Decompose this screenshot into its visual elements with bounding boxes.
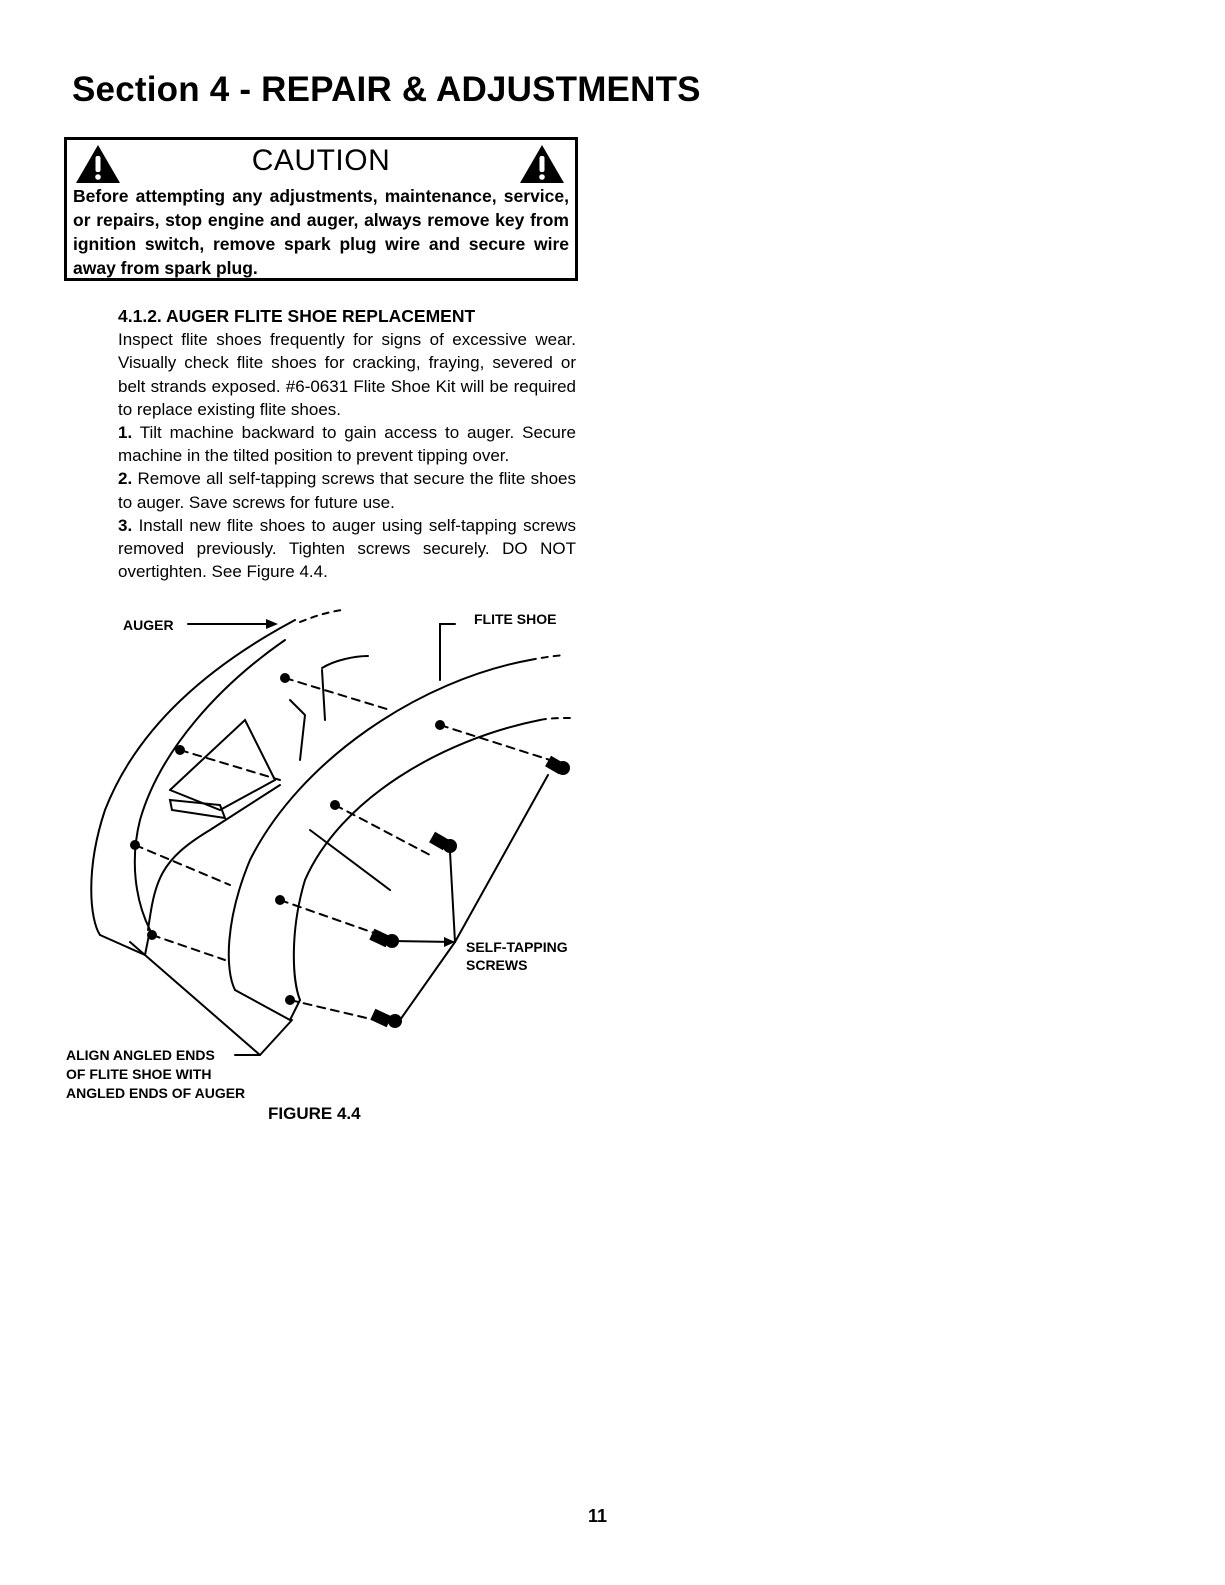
procedure-step [118, 514, 576, 584]
screw-hole-line [290, 1000, 375, 1020]
flite-shoe-end [235, 990, 300, 1020]
caution-header [67, 140, 575, 186]
screw-hole [281, 674, 289, 682]
callout-flite-shoe: FLITE SHOE [474, 611, 557, 627]
screw-hole [331, 801, 339, 809]
align-leader [260, 1020, 292, 1055]
screw-hole-line [310, 830, 390, 890]
auger-dashed-arc [300, 610, 342, 622]
auger-lower-end [100, 930, 150, 955]
auger-spoke [322, 656, 368, 668]
step-number: 2. [118, 469, 133, 489]
screw-hole-line [440, 725, 550, 760]
screw-hole [131, 841, 139, 849]
procedure-section [118, 305, 576, 583]
callout-auger: AUGER [123, 617, 174, 633]
step-text: Install new flite shoes to auger using self-tapping screws removed previously. Tighten screws securely. DO NOT overtighten. See Figure 4.4. [118, 515, 576, 582]
flite-shoe-leader [440, 624, 455, 680]
screw-hole-line [152, 935, 225, 960]
caution-text: Before attempting any adjustments, maintenance, service, or repairs, stop engine and auger, always remove key from ignition switch, remove spark plug wire and secure wire away from spark plug. [73, 186, 569, 278]
screw-icon [430, 833, 456, 852]
screws-leader [450, 852, 455, 942]
procedure-heading: 4.1.2. AUGER FLITE SHOE REPLACEMENT [118, 306, 476, 326]
step-text: Tilt machine backward to gain access to auger. Secure machine in the tilted position to prevent tipping over. [118, 423, 576, 466]
screws-leader [455, 775, 548, 942]
figure-4-4 [60, 600, 620, 1120]
screw-icon [546, 757, 569, 774]
auger-outer-arc [91, 620, 295, 935]
auger-flite-shoe-illustration [60, 600, 620, 1100]
screw-hole [286, 996, 294, 1004]
auger-spoke [170, 720, 275, 790]
screw-hole [148, 931, 156, 939]
screw-hole-line [285, 678, 390, 710]
callout-align-line-3: ANGLED ENDS OF AUGER [66, 1085, 246, 1101]
screw-hole-line [135, 845, 230, 885]
flite-shoe-dashed [540, 718, 570, 720]
step-text: Remove all self-tapping screws that secure the flite shoes to auger. Save screws for future use. [118, 469, 576, 512]
screw-hole-line [335, 805, 430, 855]
screw-hole [176, 746, 184, 754]
arrowhead [266, 619, 278, 629]
section-title: Section 4 - REPAIR & ADJUSTMENTS [72, 70, 701, 109]
caution-box [64, 137, 578, 281]
screws-leader [400, 942, 455, 1020]
auger-spoke [290, 700, 305, 760]
figure-caption: FIGURE 4.4 [268, 1104, 361, 1123]
screw-hole [436, 721, 444, 729]
step-number: 3. [118, 515, 133, 535]
procedure-intro: Inspect flite shoes frequently for signs of excessive wear. Visually check flite shoes for cracking, fraying, severed or belt strands exposed. #6-0631 Flite Shoe Kit will be required to replace existing flite shoes. [118, 330, 576, 419]
flite-shoe-dashed [530, 655, 565, 660]
callout-self-tapping: SELF-TAPPING [466, 939, 568, 955]
page-number: 11 [588, 1506, 608, 1526]
screw-hole [276, 896, 284, 904]
auger-spoke [322, 670, 325, 720]
callout-align-line-1: ALIGN ANGLED ENDS [66, 1047, 215, 1063]
align-leader [130, 942, 260, 1055]
auger-spoke [170, 780, 275, 810]
step-number: 1. [118, 423, 133, 443]
procedure-step [118, 467, 576, 513]
warning-triangle-icon [519, 144, 565, 184]
callout-align-line-2: OF FLITE SHOE WITH [66, 1066, 212, 1082]
procedure-step [118, 421, 576, 467]
callout-screws: SCREWS [466, 957, 528, 973]
screw-icon [372, 1010, 401, 1027]
screw-icon [371, 930, 398, 947]
caution-title: CAUTION [251, 144, 391, 177]
screw-hole-line [180, 750, 280, 780]
